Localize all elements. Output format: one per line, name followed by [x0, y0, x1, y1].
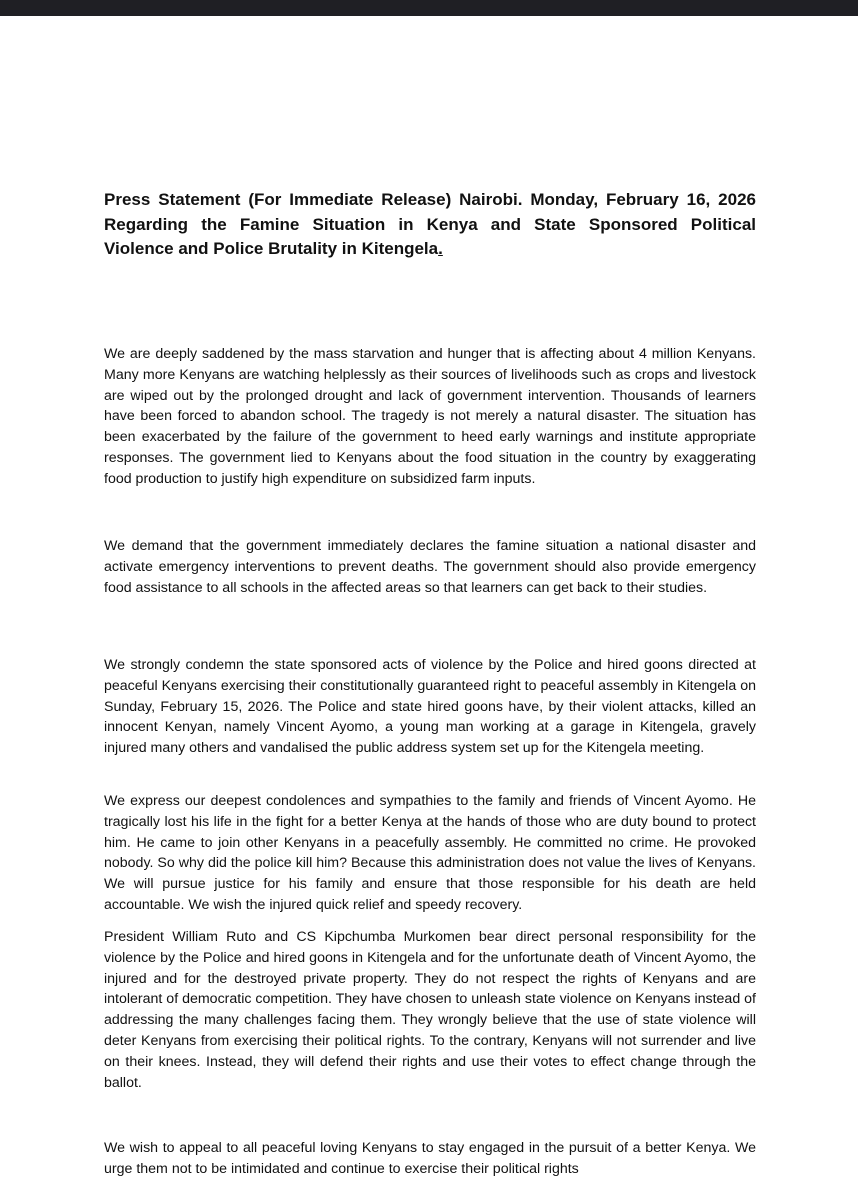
heading-line-3	[104, 237, 756, 262]
paragraph-responsibility: President William Ruto and CS Kipchumba Murkomen bear direct personal responsibility for the violence by the Police and hired goons in Kitengela and for the unfortunate death of Vincent Ayomo, the injured and for the destroyed private property. They do not respect the rights of Kenyans and are intolerant of democratic competition. They have chosen to unleash state violence on Kenyans instead of addressing the many challenges facing them. They wrongly believe that the use of state violence will deter Kenyans from exercising their political rights. To the contrary, Kenyans will not surrender and live on their knees. Instead, they will defend their rights and use their votes to effect change through the ballot.	[104, 929, 756, 1091]
top-dark-bar	[0, 0, 858, 16]
paragraph-demand: We demand that the government immediately declares the famine situation a national disaster and activate emergency interventions to prevent deaths. The government should also provide emergency food assistance to all schools in the affected areas so that learners can get back to their studies.	[104, 538, 756, 596]
paragraph-appeal: We wish to appeal to all peaceful loving Kenyans to stay engaged in the pursuit of a better Kenya. We urge them not to be intimidated and continue to exercise their political rights	[104, 1140, 756, 1177]
paragraph-condemn: We strongly condemn the state sponsored acts of violence by the Police and hired goons directed at peaceful Kenyans exercising their constitutionally guaranteed right to peaceful assembly in Kitengela on Sunday, February 15, 2026. The Police and state hired goons have, by their violent attacks, killed an innocent Kenyan, namely Vincent Ayomo, a young man working at a garage in Kitengela, gravely injured many others and vandalised the public address system set up for the Kitengela meeting.	[104, 657, 756, 757]
heading-line-2: Regarding the Famine Situation in Kenya and State Sponsored Political	[104, 214, 756, 234]
paragraph-condolences: We express our deepest condolences and sympathies to the family and friends of Vincent Ayomo. He tragically lost his life in the fight for a better Kenya at the hands of those who are duty bound to protect him. He came to join other Kenyans in a peacefully assembly. He committed no crime. He provoked nobody. So why did the police kill him? Because this administration does not value the lives of Kenyans. We will pursue justice for his family and ensure that those responsible for his death are held accountable. We wish the injured quick relief and speedy recovery.	[104, 793, 756, 913]
statement-heading	[104, 188, 756, 262]
heading-underlined-period: .	[438, 239, 443, 258]
heading-line-1: Press Statement (For Immediate Release) Nairobi. Monday, February 16, 2026	[104, 190, 756, 209]
heading-line-3-text: Violence and Police Brutality in Kitengela	[104, 239, 439, 258]
paragraph-famine: We are deeply saddened by the mass starvation and hunger that is affecting about 4 million Kenyans. Many more Kenyans are watching helplessly as their sources of livelihoods such as crops and livestock are wiped out by the prolonged drought and lack of government intervention. Thousands of learners have been forced to abandon school. The tragedy is not merely a natural disaster. The situation has been exacerbated by the failure of the government to heed early warnings and institute appropriate responses. The government lied to Kenyans about the food situation in the country by exaggerating food production to justify high expenditure on subsidized farm inputs.	[104, 346, 756, 487]
